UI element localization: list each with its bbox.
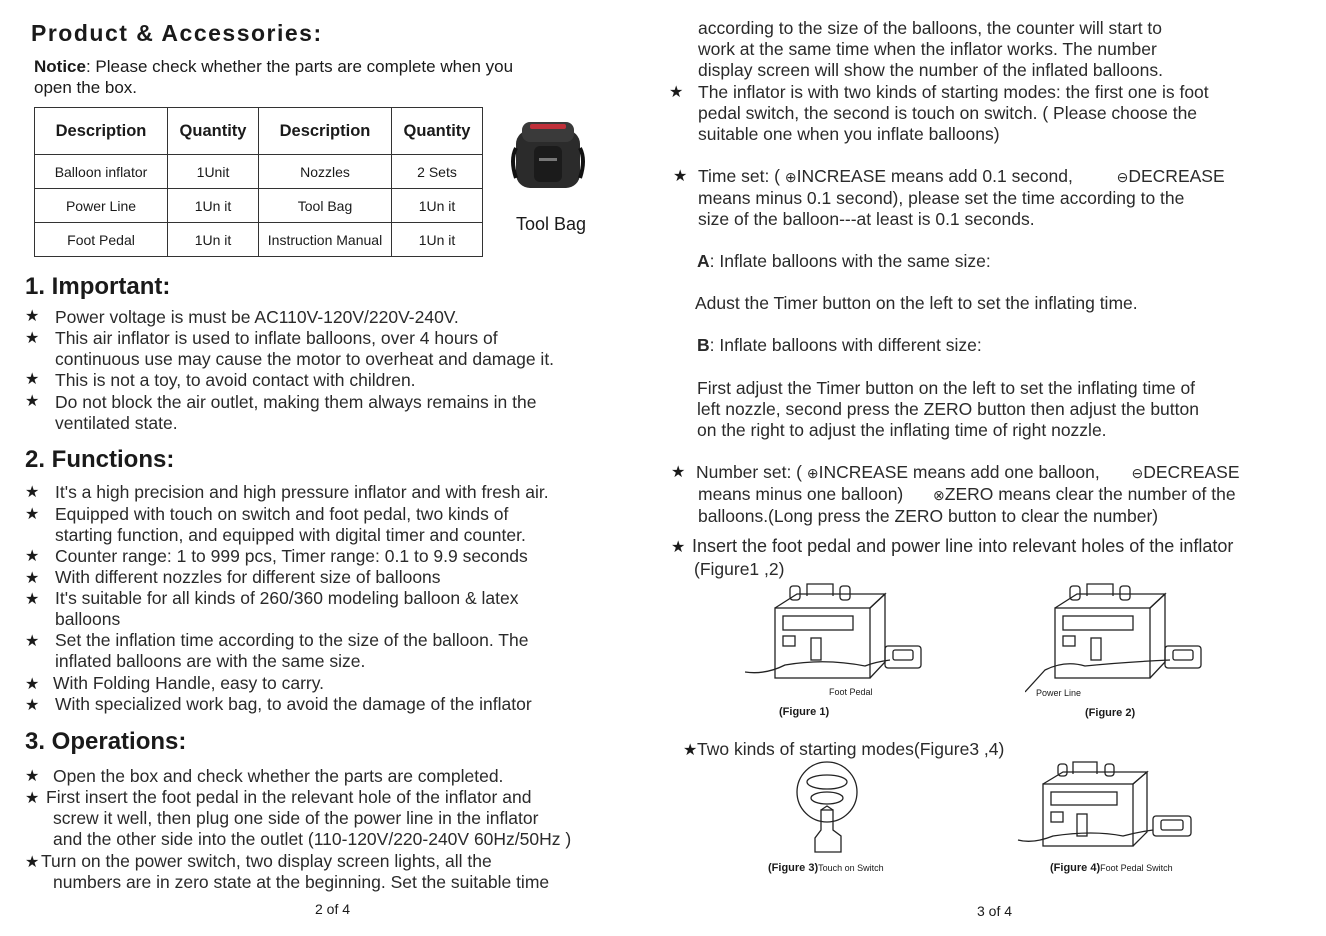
insert-text-2: (Figure1 ,2) <box>694 559 785 579</box>
star-icon: ★ <box>25 393 40 410</box>
table-cell: 1Un it <box>392 189 483 223</box>
star-icon: ★ <box>25 591 40 608</box>
star-icon: ★ <box>25 768 40 785</box>
star-icon: ★ <box>25 484 40 501</box>
star-icon: ★ <box>25 548 40 565</box>
notice-label: Notice <box>34 57 86 76</box>
decrease-icon: ⊖ <box>1131 465 1144 481</box>
first-adjust-text: First adjust the Timer button on the left to set the inflating time of left nozzle, second press the ZERO button then adjust the button on the right to adjust the inflating time of right nozzle. <box>697 378 1199 440</box>
table-cell: 1Un it <box>168 189 259 223</box>
page-number: 2 of 4 <box>315 901 351 917</box>
list-item: Counter range: 1 to 999 pcs, Timer range: 0.1 to 9.9 seconds <box>55 546 528 566</box>
table-row <box>35 223 483 257</box>
star-icon: ★ <box>669 84 684 101</box>
page-number: 3 of 4 <box>977 903 1013 919</box>
continued-text: according to the size of the balloons, the counter will start to work at the same time when the inflator works. The number display screen will show the number of the inflated balloons. <box>698 18 1163 80</box>
notice-text: : Please check whether the parts are complete when you <box>85 57 514 76</box>
list-item: This is not a toy, to avoid contact with children. <box>55 370 416 390</box>
star-icon: ★ <box>25 854 40 871</box>
figure-3-caption: (Figure 3)Touch on Switch <box>768 862 884 874</box>
star-icon: ★ <box>673 168 688 185</box>
functions-heading: 2. Functions: <box>25 446 175 473</box>
figure-4-caption: (Figure 4)Foot Pedal Switch <box>1050 862 1173 874</box>
list-item: With Folding Handle, easy to carry. <box>53 673 325 693</box>
table-cell: 2 Sets <box>392 155 483 189</box>
decrease-icon: ⊖ <box>1116 169 1129 185</box>
list-item: First insert the foot pedal in the relevant hole of the inflator and <box>46 787 532 807</box>
star-icon: ★ <box>25 308 40 325</box>
star-icon: ★ <box>25 697 40 714</box>
table-cell: Tool Bag <box>259 189 392 223</box>
number-set: Number set: ( ⊕INCREASE means add one balloon, ⊖DECREASE means minus one balloon) ⊗ZERO means clear the number of the balloons.(Long press the ZERO button to clear the number) <box>696 462 1240 526</box>
list-item: With specialized work bag, to avoid the damage of the inflator <box>55 694 532 714</box>
increase-icon: ⊕ <box>784 169 797 185</box>
list-item: Power voltage is must be AC110V-120V/220V-240V. <box>55 307 459 327</box>
star-icon: ★ <box>25 570 40 587</box>
zero-icon: ⊗ <box>933 487 945 503</box>
table-cell: Foot Pedal <box>35 223 168 257</box>
tool-bag-label: Tool Bag <box>516 214 587 234</box>
list-item: Equipped with touch on switch and foot pedal, two kinds of starting function, and equipped with digital timer and counter. <box>55 504 526 545</box>
section-b: B: Inflate balloons with different size: <box>697 335 982 355</box>
table-header: Quantity <box>168 108 259 155</box>
star-icon: ★ <box>25 790 40 807</box>
star-icon: ★ <box>25 676 40 693</box>
figure-1-image <box>745 580 925 690</box>
table-header: Quantity <box>392 108 483 155</box>
left-page <box>0 0 660 936</box>
table-cell: 1Un it <box>168 223 259 257</box>
figure-1-label: Foot Pedal <box>829 687 873 697</box>
tool-bag-image <box>508 118 588 196</box>
table-header: Description <box>259 108 392 155</box>
list-item: This air inflator is used to inflate balloons, over 4 hours of continuous use may cause the motor to overheat and damage it. <box>55 328 555 369</box>
table-cell: Power Line <box>35 189 168 223</box>
operations-heading: 3. Operations: <box>25 728 187 755</box>
table-cell: Instruction Manual <box>259 223 392 257</box>
star-icon: ★ <box>671 539 686 556</box>
list-item: Open the box and check whether the parts are completed. <box>53 766 504 786</box>
notice <box>34 56 513 98</box>
table-cell: 1Unit <box>168 155 259 189</box>
figure-1-caption: (Figure 1) <box>779 706 830 718</box>
right-page <box>663 0 1326 936</box>
two-kinds-text: Two kinds of starting modes(Figure3 ,4) <box>697 739 1005 759</box>
list-item: Set the inflation time according to the size of the balloon. The inflated balloons are with the same size. <box>55 630 529 671</box>
adjust-text: Adust the Timer button on the left to set the inflating time. <box>695 293 1138 313</box>
important-heading: 1. Important: <box>25 273 171 300</box>
figure-2-caption: (Figure 2) <box>1085 707 1136 719</box>
time-set: Time set: ( ⊕INCREASE means add 0.1 second, ⊖DECREASE means minus 0.1 second), please set the time according to the size of the balloon---at least is 0.1 seconds. <box>698 166 1225 229</box>
table-row <box>35 155 483 189</box>
table-row <box>35 189 483 223</box>
table-cell: Nozzles <box>259 155 392 189</box>
increase-icon: ⊕ <box>806 465 819 481</box>
star-icon: ★ <box>683 742 698 759</box>
table-header-row <box>35 108 483 155</box>
insert-text: Insert the foot pedal and power line into relevant holes of the inflator <box>692 536 1234 556</box>
list-item: It's suitable for all kinds of 260/360 modeling balloon & latex balloons <box>55 588 519 629</box>
star-icon: ★ <box>25 371 40 388</box>
modes-text: The inflator is with two kinds of starting modes: the first one is foot pedal switch, the second is touch on switch. ( Please choose the suitable one when you inflate balloons) <box>698 82 1209 144</box>
list-item: Do not block the air outlet, making them always remains in the ventilated state. <box>55 392 537 433</box>
star-icon: ★ <box>25 330 40 347</box>
list-item-cont: screw it well, then plug one side of the power line in the inflator and the other side into the outlet (110-120V/220-240V 60Hz/50Hz ) <box>53 808 572 849</box>
figure-3-image <box>793 760 863 855</box>
list-item: It's a high precision and high pressure inflator and with fresh air. <box>55 482 549 502</box>
figure-2-image <box>1025 580 1205 695</box>
list-item-cont: numbers are in zero state at the beginning. Set the suitable time <box>53 872 550 892</box>
star-icon: ★ <box>25 633 40 650</box>
parts-table <box>34 107 483 257</box>
table-cell: Balloon inflator <box>35 155 168 189</box>
page-title: Product & Accessories: <box>31 20 323 46</box>
list-item: With different nozzles for different size of balloons <box>55 567 441 587</box>
table-header: Description <box>35 108 168 155</box>
figure-2-label: Power Line <box>1036 688 1082 698</box>
star-icon: ★ <box>671 464 686 481</box>
figure-4-image <box>1013 760 1198 855</box>
section-a: A: Inflate balloons with the same size: <box>697 251 991 271</box>
notice-text-2: open the box. <box>34 78 138 97</box>
list-item: Turn on the power switch, two display screen lights, all the <box>41 851 492 871</box>
star-icon: ★ <box>25 506 40 523</box>
table-cell: 1Un it <box>392 223 483 257</box>
